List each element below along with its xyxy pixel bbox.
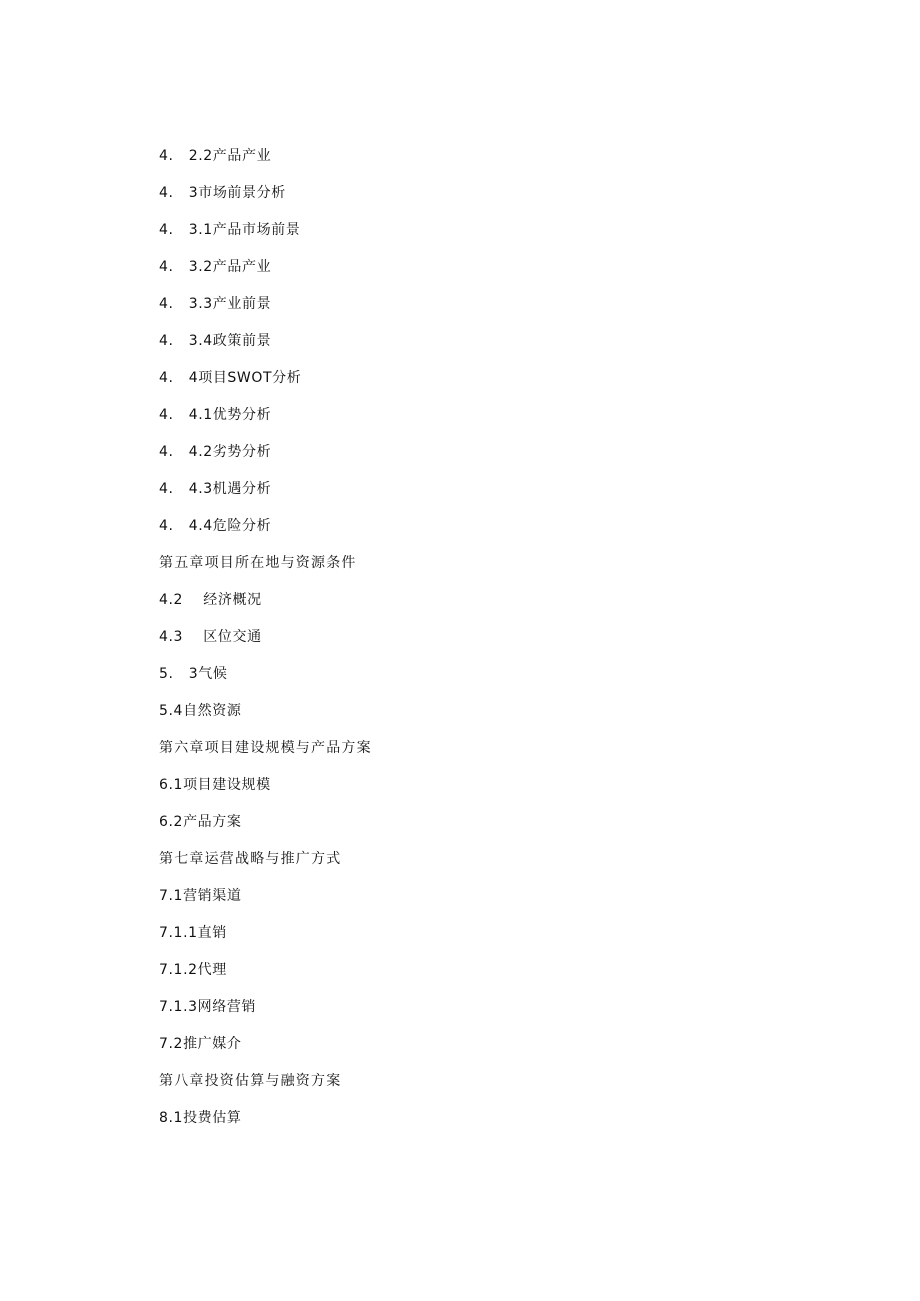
- toc-entry: 7.1营销渠道: [159, 888, 242, 904]
- toc-entry: 7.1.1直销: [159, 925, 227, 941]
- toc-entry: 4. 3市场前景分析: [159, 185, 286, 201]
- toc-entry: 4. 4.3机遇分析: [159, 481, 272, 497]
- toc-entry: 4. 3.3产业前景: [159, 296, 272, 312]
- toc-entry: 7.1.3网络营销: [159, 999, 257, 1015]
- table-of-contents: [159, 145, 372, 1144]
- toc-entry: 7.1.2代理: [159, 962, 227, 978]
- toc-entry: 4. 3.1产品市场前景: [159, 222, 301, 238]
- toc-chapter-heading: 第七章运营战略与推广方式: [159, 851, 342, 867]
- toc-entry: 4. 4项目SWOT分析: [159, 370, 302, 386]
- toc-chapter-heading: 第五章项目所在地与资源条件: [159, 555, 357, 571]
- toc-entry: 8.1投费估算: [159, 1110, 242, 1126]
- toc-entry: 4. 4.1优势分析: [159, 407, 272, 423]
- toc-entry: 7.2推广媒介: [159, 1036, 242, 1052]
- toc-entry: 5.4自然资源: [159, 703, 242, 719]
- toc-entry: 4. 2.2产品产业: [159, 148, 272, 164]
- toc-entry: 4. 3.4政策前景: [159, 333, 272, 349]
- toc-entry: 4. 4.4危险分析: [159, 518, 272, 534]
- toc-entry: 6.1项目建设规模: [159, 777, 271, 793]
- toc-chapter-heading: 第八章投资估算与融资方案: [159, 1073, 342, 1089]
- toc-chapter-heading: 第六章项目建设规模与产品方案: [159, 740, 372, 756]
- toc-entry: 4. 3.2产品产业: [159, 259, 272, 275]
- toc-entry: 4.3 区位交通: [159, 629, 262, 645]
- toc-entry: 6.2产品方案: [159, 814, 242, 830]
- toc-entry: 4.2 经济概况: [159, 592, 262, 608]
- toc-entry: 4. 4.2劣势分析: [159, 444, 272, 460]
- toc-entry: 5. 3气候: [159, 666, 228, 682]
